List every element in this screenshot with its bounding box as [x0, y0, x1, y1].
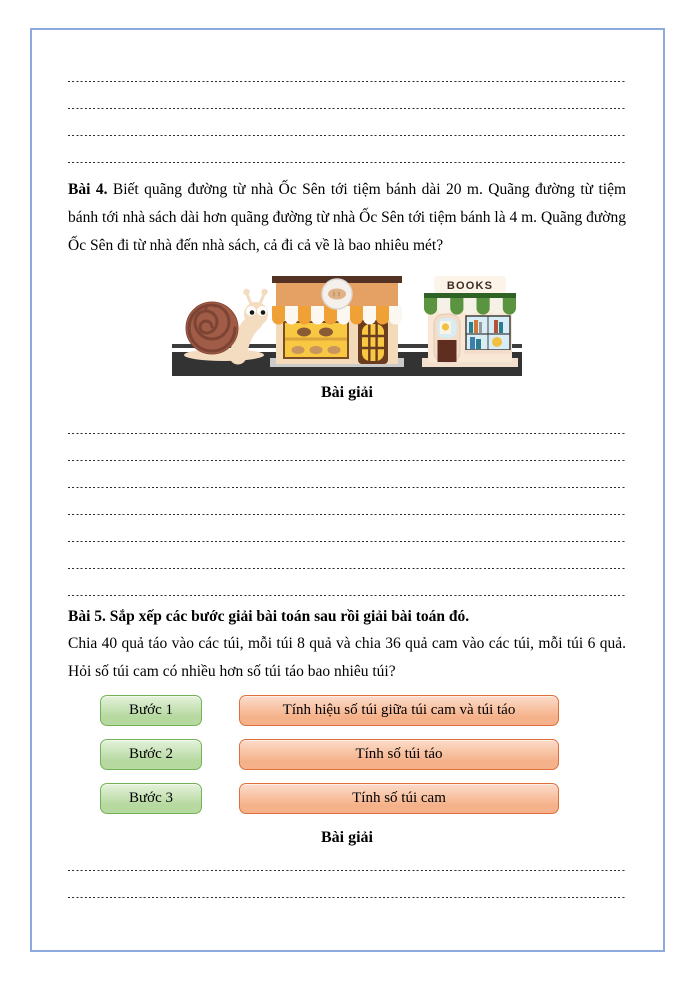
- answer-line: [68, 488, 626, 515]
- answer-line: [68, 109, 626, 136]
- answer-lines-problem-5: [68, 844, 626, 898]
- answer-line: [68, 407, 626, 434]
- step-3-label-button: Bước 3: [100, 783, 202, 814]
- bookstore-illustration: [422, 276, 518, 367]
- step-2-label-button: Bước 2: [100, 739, 202, 770]
- worksheet-content: [32, 55, 663, 898]
- bakery-illustration: [270, 276, 404, 367]
- step-row-2: [68, 739, 626, 770]
- step-1-action-box: Tính hiệu số túi giữa túi cam và túi táo: [239, 695, 559, 726]
- step-3-action-box: Tính số túi cam: [239, 783, 559, 814]
- answer-line: [68, 55, 626, 82]
- bookstore-sign-text: BOOKS: [446, 280, 494, 292]
- problem-4-label: Bài 4.: [68, 181, 108, 198]
- problem-5-label: Bài 5.: [68, 608, 106, 625]
- street-scene-illustration: [172, 266, 522, 378]
- answer-line: [68, 434, 626, 461]
- problem-5-title: [68, 604, 626, 630]
- answer-line: [68, 461, 626, 488]
- answer-line: [68, 569, 626, 596]
- problem-4-body: Biết quãng đường từ nhà Ốc Sên tới tiệm bánh dài 20 m. Quãng đường từ tiệm bánh tới nhà sách dài hơn quãng đường từ nhà Ốc Sên tới tiệm bánh là 4 m. Quãng đường Ốc Sên đi từ nhà đến nhà sách, cả đi cả về là bao nhiêu mét?: [68, 181, 627, 254]
- step-row-1: [68, 695, 626, 726]
- answer-line: [68, 871, 626, 898]
- answer-line: [68, 844, 626, 871]
- problem-4-text: [68, 176, 626, 260]
- step-2-action-box: Tính số túi táo: [239, 739, 559, 770]
- step-1-label-button: Bước 1: [100, 695, 202, 726]
- answer-line: [68, 82, 626, 109]
- answer-lines-problem-4: [68, 407, 626, 596]
- bookstore-door: [434, 314, 460, 362]
- solution-heading-problem-5: Bài giải: [320, 829, 373, 846]
- solution-heading-problem-4: Bài giải: [320, 384, 373, 401]
- snail-illustration: [184, 289, 268, 361]
- answer-line: [68, 515, 626, 542]
- problem-5-steps: [68, 695, 626, 814]
- bakery-sign-icon: [322, 279, 352, 309]
- worksheet-page: [30, 28, 665, 952]
- problem-4-illustration: [68, 266, 626, 378]
- bookstore-window: [464, 316, 512, 354]
- problem-5-text: Chia 40 quả táo vào các túi, mỗi túi 8 quả và chia 36 quả cam vào các túi, mỗi túi 6 quả. Hỏi số túi cam có nhiều hơn số túi táo bao nhiêu túi?: [68, 635, 626, 680]
- answer-line: [68, 542, 626, 569]
- answer-line: [68, 136, 626, 163]
- answer-lines-top: [68, 55, 626, 163]
- step-row-3: [68, 783, 626, 814]
- problem-5-title-text: Sắp xếp các bước giải bài toán sau rồi giải bài toán đó.: [109, 608, 470, 625]
